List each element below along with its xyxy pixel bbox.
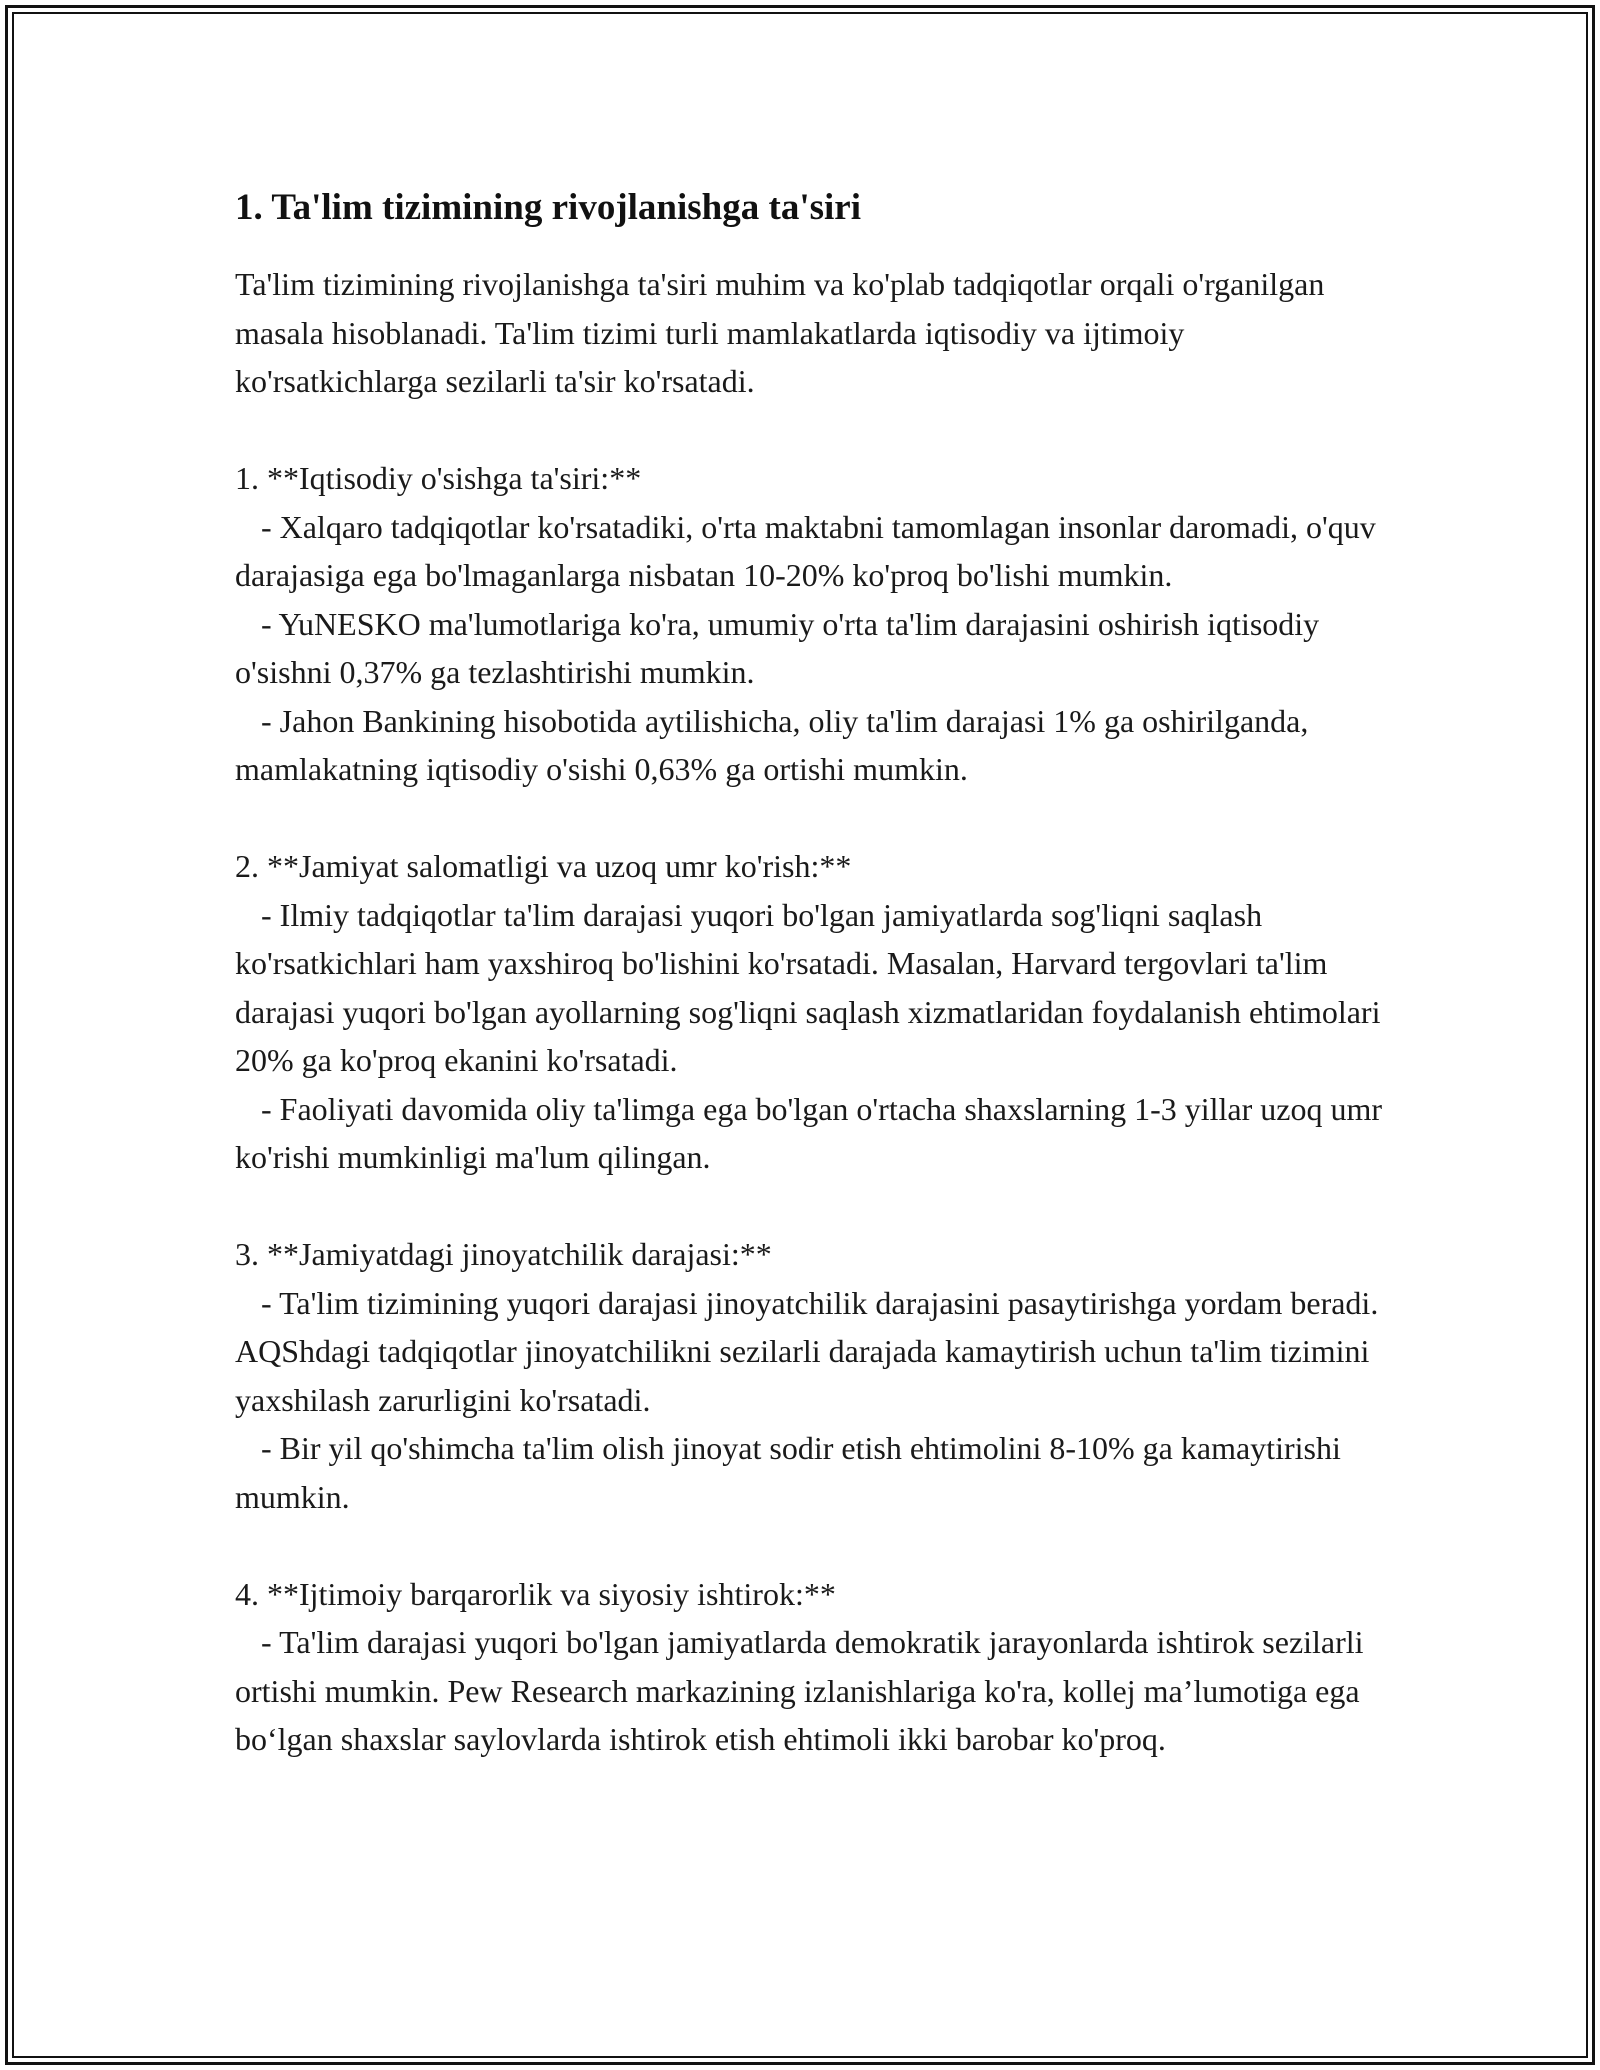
section-bullet: - YuNESKO ma'lumotlariga ko'ra, umumiy o'rta ta'lim darajasini oshirish iqtisodiy o'sishni 0,37% ga tezlashtirishi mumkin.	[235, 605, 1320, 690]
section-social-stability	[235, 1570, 1385, 1764]
section-bullet: - Ta'lim darajasi yuqori bo'lgan jamiyatlarda demokratik jarayonlarda ishtirok sezilarli ortishi mumkin. Pew Research markazining izlanishlariga ko'ra, kollej ma’lumotiga ega bo‘lgan shaxslar saylovlarda ishtirok etish ehtimoli ikki barobar ko'proq.	[235, 1624, 1364, 1757]
section-bullet: - Bir yil qo'shimcha ta'lim olish jinoyat sodir etish ehtimolini 8-10% ga kamaytirishi mumkin.	[235, 1430, 1341, 1515]
section-bullet: - Faoliyati davomida oliy ta'limga ega bo'lgan o'rtacha shaxslarning 1-3 yillar uzoq umr ko'rishi mumkinligi ma'lum qilingan.	[235, 1090, 1382, 1175]
document-body	[235, 184, 1385, 1764]
section-economic-growth	[235, 454, 1385, 794]
section-heading: 4. **Ijtimoiy barqarorlik va siyosiy ishtirok:**	[235, 1575, 836, 1612]
section-heading: 1. **Iqtisodiy o'sishga ta'siri:**	[235, 460, 642, 496]
section-heading: 3. **Jamiyatdagi jinoyatchilik darajasi:**	[235, 1236, 772, 1272]
section-bullet: - Jahon Bankining hisobotida aytilishicha, oliy ta'lim darajasi 1% ga oshirilganda, mamlakatning iqtisodiy o'sishi 0,63% ga ortishi mumkin.	[235, 702, 1309, 787]
section-bullet: - Ta'lim tizimining yuqori darajasi jinoyatchilik darajasini pasaytirishga yordam beradi. AQShdagi tadqiqotlar jinoyatchilikni sezilarli darajada kamaytirish uchun ta'lim tizimini yaxshilash zarurligini ko'rsatadi.	[235, 1284, 1379, 1418]
section-heading: 2. **Jamiyat salomatligi va uzoq umr ko'rish:**	[235, 848, 852, 884]
section-public-health	[235, 842, 1385, 1182]
section-bullet: - Ilmiy tadqiqotlar ta'lim darajasi yuqori bo'lgan jamiyatlarda sog'liqni saqlash ko'rsatkichlari ham yaxshiroq bo'lishini ko'rsatadi. Masalan, Harvard tergovlari ta'lim darajasi yuqori bo'lgan ayollarning sog'liqni saqlash xizmatlaridan foydalanish ehtimolari 20% ga ko'proq ekanini ko'rsatadi.	[235, 896, 1381, 1078]
intro-paragraph: Ta'lim tizimining rivojlanishga ta'siri muhim va ko'plab tadqiqotlar orqali o'rganilgan masala hisoblanadi. Ta'lim tizimi turli mamlakatlarda iqtisodiy va ijtimoiy ko'rsatkichlarga sezilarli ta'sir ko'rsatadi.	[235, 266, 1325, 399]
section-crime-rate	[235, 1230, 1385, 1521]
section-bullet: - Xalqaro tadqiqotlar ko'rsatadiki, o'rta maktabni tamomlagan insonlar daromadi, o'quv darajasiga ega bo'lmaganlarga nisbatan 10-20% ko'proq bo'lishi mumkin.	[235, 508, 1376, 593]
document-title: 1. Ta'lim tizimining rivojlanishga ta'siri	[235, 187, 861, 228]
